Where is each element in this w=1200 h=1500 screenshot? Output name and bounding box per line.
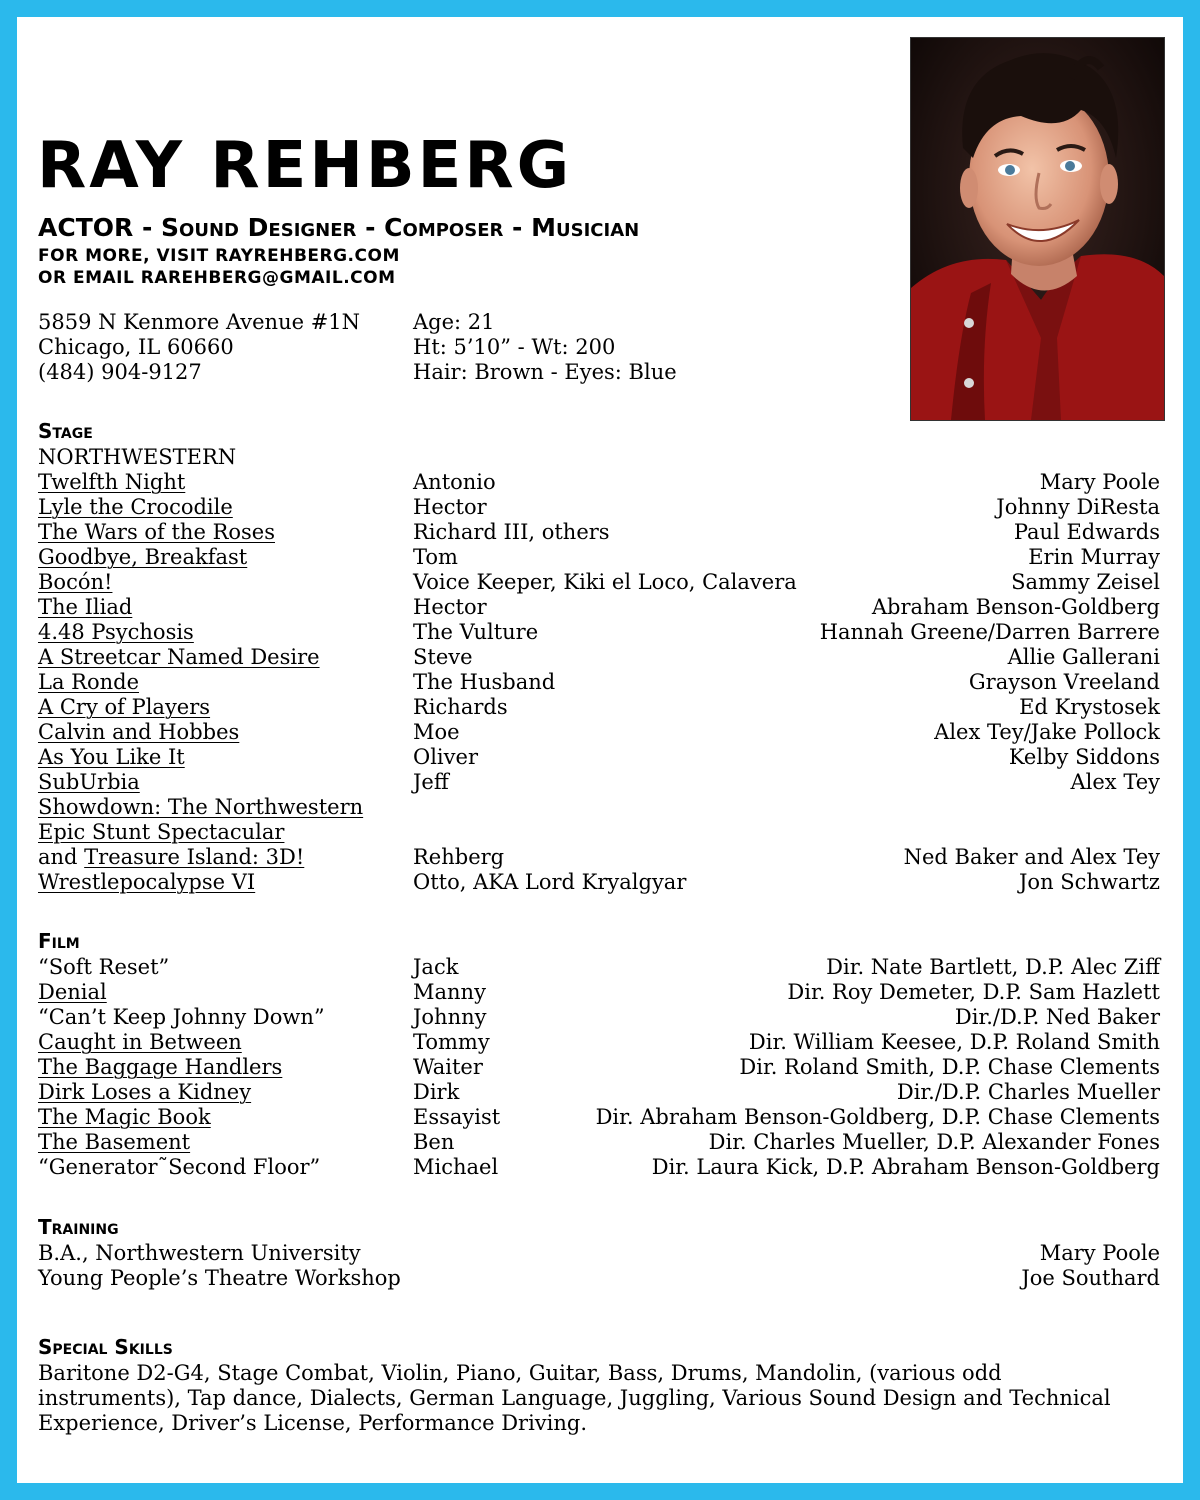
film-title: “Can’t Keep Johnny Down” (38, 1005, 325, 1029)
director: Ed Krystosek (1019, 695, 1160, 719)
contact-block (38, 310, 360, 385)
film-title: Denial (38, 980, 107, 1004)
director: Dir./D.P. Charles Mueller (896, 1080, 1160, 1104)
film-row (38, 1080, 1160, 1105)
play-title: Treasure Island: 3D! (84, 845, 305, 869)
skills-text (38, 1361, 1158, 1436)
title-line (38, 213, 639, 242)
director: Johnny DiResta (996, 495, 1160, 519)
skills-line: Baritone D2-G4, Stage Combat, Violin, Piano, Guitar, Bass, Drums, Mandolin, (various odd (38, 1361, 1002, 1385)
role: The Husband (413, 670, 556, 694)
director: Grayson Vreeland (968, 670, 1160, 694)
role: Otto, AKA Lord Kryalgyar (413, 870, 687, 894)
film-row (38, 1055, 1160, 1080)
stage-row (38, 595, 1160, 620)
director: Dir. Roland Smith, D.P. Chase Clements (739, 1055, 1160, 1079)
play-title: Lyle the Crocodile (38, 495, 233, 519)
and-text: and (38, 845, 85, 869)
role-rest: - Sound Designer - Composer - Musician (133, 213, 640, 242)
director: Dir. Roy Demeter, D.P. Sam Hazlett (787, 980, 1160, 1004)
teacher: Mary Poole (1039, 1241, 1160, 1265)
film-title: The Basement (38, 1130, 191, 1154)
resume-page (17, 17, 1183, 1483)
director: Dir. William Keesee, D.P. Roland Smith (748, 1030, 1160, 1054)
play-title: A Streetcar Named Desire (38, 645, 320, 669)
play-title: Epic Stunt Spectacular (38, 820, 285, 844)
skills-line: instruments), Tap dance, Dialects, German Language, Juggling, Various Sound Design and Technical (38, 1386, 1111, 1410)
stage-row (38, 495, 1160, 520)
director: Abraham Benson-Goldberg (871, 595, 1160, 619)
role: Voice Keeper, Kiki el Loco, Calavera (413, 570, 797, 594)
training-row (38, 1266, 1160, 1291)
director: Dir. Abraham Benson-Goldberg, D.P. Chase Clements (595, 1105, 1160, 1129)
actor-name: RAY REHBERG (37, 129, 573, 203)
phone-number: (484) 904-9127 (38, 360, 202, 384)
director: Paul Edwards (1013, 520, 1160, 544)
director: Dir./D.P. Ned Baker (954, 1005, 1160, 1029)
play-title: SubUrbia (38, 770, 140, 794)
stage-row (38, 695, 1160, 720)
film-row (38, 1030, 1160, 1055)
stage-row (38, 520, 1160, 545)
role: Dirk (413, 1080, 460, 1104)
director: Dir. Nate Bartlett, D.P. Alec Ziff (826, 955, 1160, 979)
film-row (38, 1130, 1160, 1155)
stage-row (38, 820, 1160, 845)
training-item: Young People’s Theatre Workshop (38, 1266, 401, 1290)
stats-block (413, 310, 677, 385)
play-title: Calvin and Hobbes (38, 720, 240, 744)
role: The Vulture (413, 620, 539, 644)
website-line[interactable]: FOR MORE, VISIT RAYREHBERG.COM (38, 246, 400, 266)
role: Moe (413, 720, 460, 744)
film-title: “Generator˜Second Floor” (38, 1155, 321, 1179)
skills-heading: Special Skills (38, 1335, 173, 1359)
director: Erin Murray (1028, 545, 1160, 569)
role: Manny (413, 980, 486, 1004)
director: Mary Poole (1039, 470, 1160, 494)
role-main: ACTOR (38, 213, 134, 242)
headshot-photo (910, 37, 1165, 421)
stage-row (38, 770, 1160, 795)
film-row (38, 955, 1160, 980)
role: Steve (413, 645, 473, 669)
stage-row (38, 720, 1160, 745)
headshot-illustration (911, 38, 1164, 420)
play-title: The Iliad (38, 595, 133, 619)
address-line-2: Chicago, IL 60660 (38, 335, 234, 359)
stage-row (38, 470, 1160, 495)
age: Age: 21 (413, 310, 495, 334)
play-title: Wrestlepocalypse VI (38, 870, 256, 894)
director: Dir. Laura Kick, D.P. Abraham Benson-Goldberg (651, 1155, 1160, 1179)
training-heading: Training (38, 1215, 119, 1239)
stage-row (38, 645, 1160, 670)
stage-row (38, 845, 1160, 870)
film-title: “Soft Reset” (38, 955, 170, 979)
role: Tom (413, 545, 458, 569)
role: Rehberg (413, 845, 505, 869)
film-title: The Baggage Handlers (38, 1055, 283, 1079)
film-row (38, 980, 1160, 1005)
play-title-combined (38, 845, 304, 870)
film-heading: Film (38, 929, 80, 953)
director: Jon Schwartz (1019, 870, 1160, 894)
role: Michael (413, 1155, 499, 1179)
teacher: Joe Southard (1021, 1266, 1160, 1290)
film-title: Dirk Loses a Kidney (38, 1080, 252, 1104)
height-weight: Ht: 5’10” - Wt: 200 (413, 335, 616, 359)
play-title: 4.48 Psychosis (38, 620, 194, 644)
role: Ben (413, 1130, 455, 1154)
play-title: As You Like It (38, 745, 185, 769)
film-title: The Magic Book (38, 1105, 211, 1129)
film-row (38, 1005, 1160, 1030)
role: Hector (413, 595, 487, 619)
role: Jack (413, 955, 459, 979)
role: Tommy (413, 1030, 490, 1054)
training-row (38, 1241, 1160, 1266)
training-item: B.A., Northwestern University (38, 1241, 361, 1265)
stage-row (38, 620, 1160, 645)
stage-subheading: NORTHWESTERN (38, 445, 237, 469)
director: Hannah Greene/Darren Barrere (819, 620, 1160, 644)
email-line[interactable]: OR EMAIL RAREHBERG@GMAIL.COM (38, 268, 396, 288)
director: Dir. Charles Mueller, D.P. Alexander Fones (708, 1130, 1160, 1154)
play-title: Twelfth Night (38, 470, 186, 494)
role: Hector (413, 495, 487, 519)
stage-row (38, 745, 1160, 770)
skills-line: Experience, Driver’s License, Performance Driving. (38, 1411, 588, 1435)
role: Jeff (413, 770, 449, 794)
role: Johnny (413, 1005, 487, 1029)
director: Alex Tey (1070, 770, 1160, 794)
role: Richards (413, 695, 508, 719)
film-row (38, 1105, 1160, 1130)
director: Kelby Siddons (1008, 745, 1160, 769)
role: Richard III, others (413, 520, 610, 544)
stage-row (38, 570, 1160, 595)
play-title: The Wars of the Roses (38, 520, 275, 544)
hair-eyes: Hair: Brown - Eyes: Blue (413, 360, 677, 384)
stage-row (38, 545, 1160, 570)
role: Antonio (413, 470, 496, 494)
play-title: La Ronde (38, 670, 139, 694)
director: Ned Baker and Alex Tey (903, 845, 1160, 869)
stage-row (38, 870, 1160, 895)
director: Alex Tey/Jake Pollock (934, 720, 1160, 744)
stage-heading: Stage (38, 419, 93, 443)
play-title: Goodbye, Breakfast (38, 545, 248, 569)
address-line-1: 5859 N Kenmore Avenue #1N (38, 310, 361, 334)
director: Allie Gallerani (1007, 645, 1160, 669)
director: Sammy Zeisel (1011, 570, 1160, 594)
role: Essayist (413, 1105, 501, 1129)
stage-row (38, 670, 1160, 695)
film-row (38, 1155, 1160, 1180)
play-title: Showdown: The Northwestern (38, 795, 364, 819)
role: Oliver (413, 745, 478, 769)
play-title: A Cry of Players (38, 695, 211, 719)
film-title: Caught in Between (38, 1030, 242, 1054)
stage-row (38, 795, 1160, 820)
play-title: Bocón! (38, 570, 113, 594)
role: Waiter (413, 1055, 483, 1079)
